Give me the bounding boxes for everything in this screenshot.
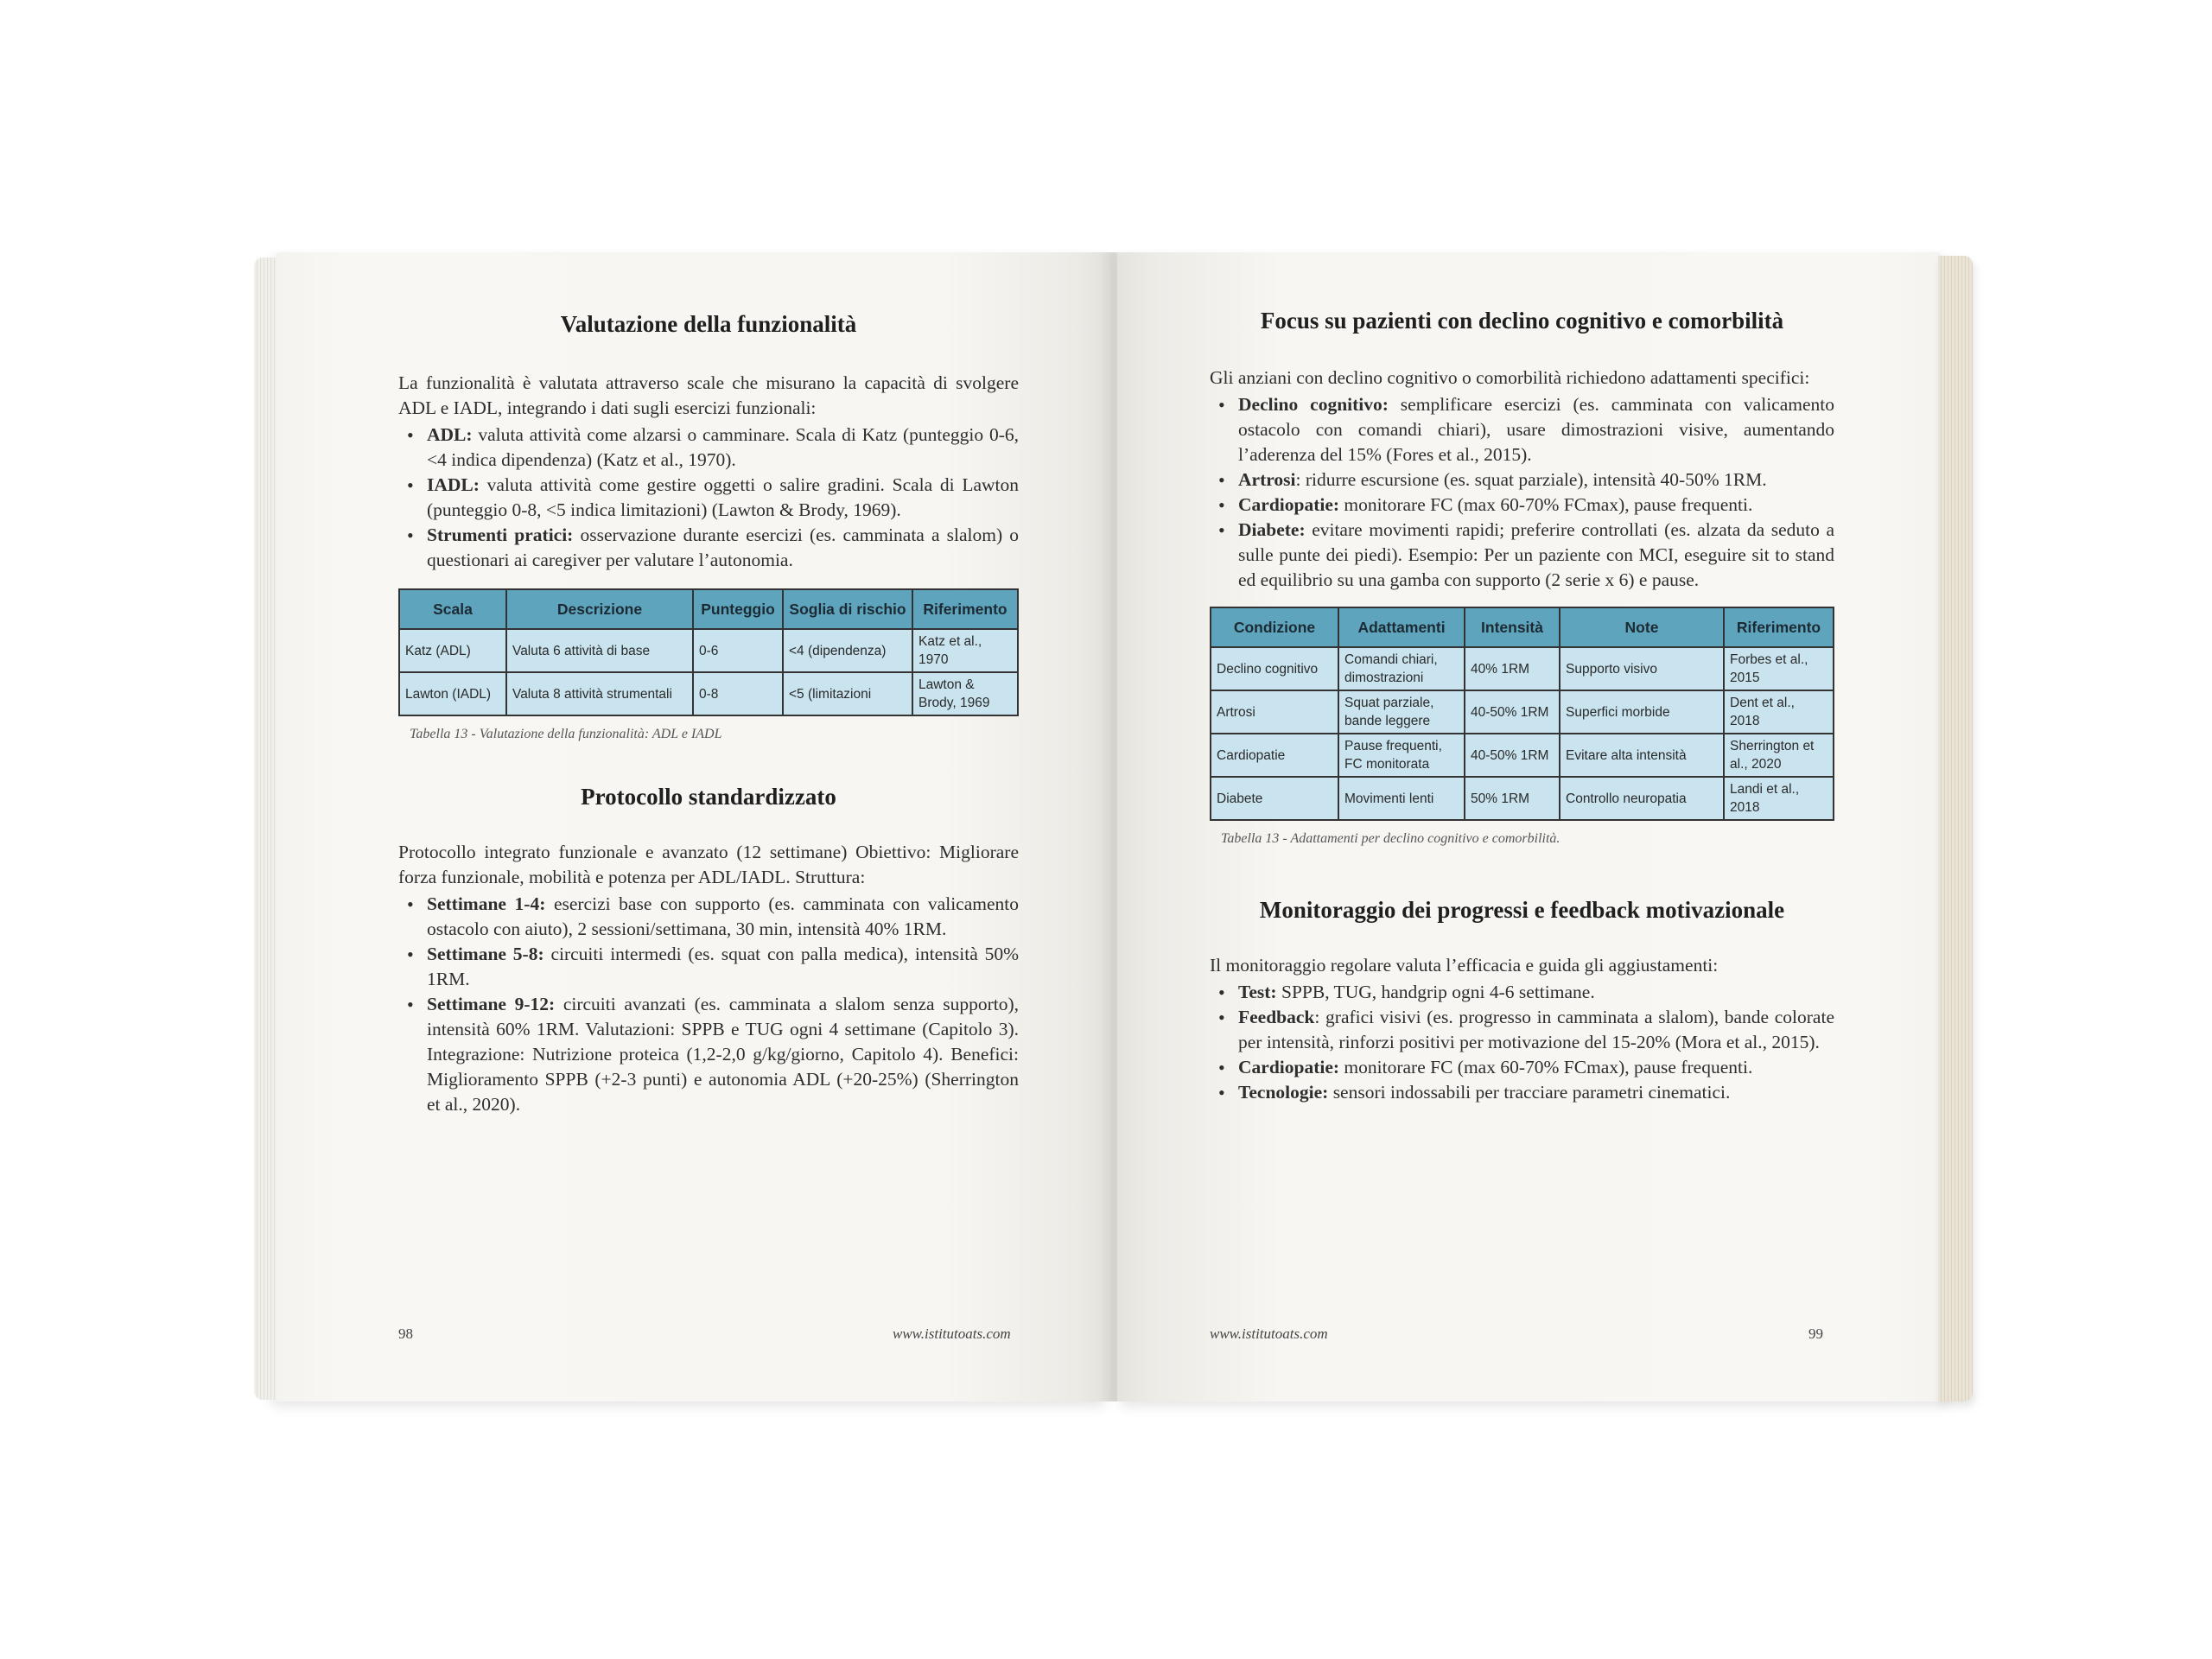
item-label: Settimane 1-4: — [427, 893, 546, 914]
table-header-cell: Riferimento — [1724, 607, 1834, 647]
item-text: esercizi base con supporto (es. camminata con valicamento ostacolo con aiuto), 2 sessioni/settimana, 30 min, intensità 40% 1RM. — [427, 893, 1019, 939]
table-cell: Diabete — [1211, 777, 1338, 820]
bullet-list — [398, 423, 1019, 573]
list-item — [398, 992, 1019, 1117]
list-item — [1210, 493, 1834, 518]
table-cell: Artrosi — [1211, 690, 1338, 734]
footer-url: www.istitutoats.com — [893, 1325, 1011, 1342]
section-title: Valutazione della funzionalità — [560, 311, 857, 337]
table-cell: Movimenti lenti — [1338, 777, 1465, 820]
table-cell: Katz (ADL) — [399, 629, 506, 672]
item-text: SPPB, TUG, handgrip ogni 4-6 settimane. — [1276, 982, 1595, 1002]
table-header-cell: Riferimento — [912, 589, 1018, 629]
item-label: IADL: — [427, 474, 480, 495]
right-page-edges — [1938, 256, 1973, 1402]
table-cell: Katz et al., 1970 — [912, 629, 1018, 672]
table-cell: Valuta 6 attività di base — [506, 629, 693, 672]
table-header-cell: Note — [1560, 607, 1724, 647]
list-item — [1210, 392, 1834, 467]
table-cell: Evitare alta intensità — [1560, 734, 1724, 777]
list-item — [398, 523, 1019, 573]
table-row — [399, 629, 1018, 672]
table-header-cell: Scala — [399, 589, 506, 629]
item-label: Cardiopatie: — [1238, 1057, 1340, 1077]
list-item — [1210, 1080, 1834, 1105]
item-label: Test: — [1238, 982, 1277, 1002]
footer-url: www.istitutoats.com — [1210, 1325, 1328, 1342]
table-cell: Supporto visivo — [1560, 647, 1724, 690]
table-cell: Cardiopatie — [1211, 734, 1338, 777]
table-header-row — [1211, 607, 1834, 647]
list-item — [1210, 1055, 1834, 1080]
list-item — [1210, 1005, 1834, 1055]
table-caption: Tabella 13 - Adattamenti per declino cognitivo e comorbilità. — [1221, 831, 1560, 846]
right-page-content — [1210, 308, 1834, 1105]
list-item — [398, 473, 1019, 523]
table-cell: Sherrington et al., 2020 — [1724, 734, 1834, 777]
table-cell: Landi et al., 2018 — [1724, 777, 1834, 820]
table-row — [399, 672, 1018, 715]
table-header-cell: Punteggio — [693, 589, 783, 629]
list-item — [398, 423, 1019, 473]
item-label: Artrosi — [1238, 469, 1296, 490]
table-row — [1211, 777, 1834, 820]
section-title: Focus su pazienti con declino cognitivo e comorbilità — [1260, 308, 1784, 334]
table-cell: 0-6 — [693, 629, 783, 672]
item-label: Strumenti pratici: — [427, 524, 574, 545]
table-header-cell: Intensità — [1465, 607, 1560, 647]
section-intro: Il monitoraggio regolare valuta l’efficacia e guida gli aggiustamenti: — [1210, 955, 1719, 976]
section-title: Monitoraggio dei progressi e feedback motivazionale — [1259, 897, 1785, 923]
table-row — [1211, 647, 1834, 690]
table-cell: Declino cognitivo — [1211, 647, 1338, 690]
table-cell: <4 (dipendenza) — [783, 629, 912, 672]
table-row — [1211, 734, 1834, 777]
left-page-content — [398, 311, 1019, 1117]
table-header-cell: Soglia di rischio — [783, 589, 912, 629]
item-label: Settimane 9-12: — [427, 994, 556, 1014]
page-number: 99 — [1808, 1325, 1823, 1342]
table-cell: Comandi chiari, dimostrazioni — [1338, 647, 1465, 690]
item-text: circuiti avanzati (es. camminata a slalom senza supporto), intensità 60% 1RM. Valutazioni: SPPB e TUG ogni 4 settimane (Capitolo 3). Integrazione: Nutrizione proteica (1,2-2,0 g/kg/giorno, Capitolo 4). Benefici: Miglioramento SPPB (+2-3 punti) e autonomia ADL (+20-25%) (Sherrington et al., 2020). — [427, 994, 1019, 1115]
bullet-list — [1210, 980, 1834, 1105]
table-cell: Lawton (IADL) — [399, 672, 506, 715]
table-cell: Dent et al., 2018 — [1724, 690, 1834, 734]
item-label: Settimane 5-8: — [427, 944, 544, 964]
page-number: 98 — [398, 1325, 413, 1342]
item-text: monitorare FC (max 60-70% FCmax), pause frequenti. — [1339, 1057, 1753, 1077]
item-text: semplificare esercizi (es. camminata con valicamento ostacolo con comandi chiari), usare dimostrazioni visive, aumentando l’aderenza del 15% (Fores et al., 2015). — [1238, 394, 1834, 465]
right-page — [1117, 252, 1942, 1402]
item-text: valuta attività come alzarsi o camminare. Scala di Katz (punteggio 0-6, <4 indica dipendenza) (Katz et al., 1970). — [427, 424, 1019, 470]
item-text: valuta attività come gestire oggetti o salire gradini. Scala di Lawton (punteggio 0-8, <5 indica limitazioni) (Lawton & Brody, 1969). — [427, 474, 1019, 520]
comorbidity-table — [1210, 607, 1834, 821]
left-page-edges — [254, 257, 276, 1400]
item-text: : ridurre escursione (es. squat parziale), intensità 40-50% 1RM. — [1295, 469, 1767, 490]
item-label: Diabete: — [1238, 519, 1306, 540]
table-cell: 50% 1RM — [1465, 777, 1560, 820]
item-label: ADL: — [427, 424, 473, 445]
item-text: osservazione durante esercizi (es. camminata a slalom) o questionari ai caregiver per valutare l’autonomia. — [427, 524, 1019, 570]
table-cell: Lawton & Brody, 1969 — [912, 672, 1018, 715]
item-label: Declino cognitivo: — [1238, 394, 1389, 415]
item-text: : grafici visivi (es. progresso in camminata a slalom), bande colorate per intensità, rinforzi positivi per motivazione del 15-20% (Mora et al., 2015). — [1238, 1007, 1834, 1052]
table-cell: Pause frequenti, FC monitorata — [1338, 734, 1465, 777]
table-cell: <5 (limitazioni — [783, 672, 912, 715]
table-header-cell: Descrizione — [506, 589, 693, 629]
item-label: Feedback — [1238, 1007, 1315, 1027]
list-item — [398, 942, 1019, 992]
section-intro: Gli anziani con declino cognitivo o comorbilità richiedono adattamenti specifici: — [1210, 367, 1810, 388]
item-text: evitare movimenti rapidi; preferire controllati (es. alzata da seduto a sulle punte dei piedi). Esempio: Per un paziente con MCI, eseguire sit to stand ed equilibrio su una gamba con supporto (2 serie x 6) e pause. — [1238, 519, 1834, 590]
item-label: Tecnologie: — [1238, 1082, 1329, 1103]
section-intro: La funzionalità è valutata attraverso scale che misurano la capacità di svolgere ADL e IADL, integrando i dati sugli esercizi funzionali: — [398, 372, 1019, 418]
list-item — [1210, 467, 1834, 493]
item-text: sensori indossabili per tracciare parametri cinematici. — [1328, 1082, 1731, 1103]
section-title: Protocollo standardizzato — [581, 784, 836, 810]
table-cell: Forbes et al., 2015 — [1724, 647, 1834, 690]
table-cell: 40% 1RM — [1465, 647, 1560, 690]
table-row — [1211, 690, 1834, 734]
bullet-list — [398, 892, 1019, 1117]
table-cell: Valuta 8 attività strumentali — [506, 672, 693, 715]
table-cell: 0-8 — [693, 672, 783, 715]
table-header-cell: Adattamenti — [1338, 607, 1465, 647]
table-cell: 40-50% 1RM — [1465, 690, 1560, 734]
item-label: Cardiopatie: — [1238, 494, 1340, 515]
bullet-list — [1210, 392, 1834, 593]
table-cell: Squat parziale, bande leggere — [1338, 690, 1465, 734]
functionality-table — [398, 588, 1019, 716]
table-header-row — [399, 589, 1018, 629]
table-cell: Controllo neuropatia — [1560, 777, 1724, 820]
list-item — [1210, 518, 1834, 593]
table-caption: Tabella 13 - Valutazione della funzionalità: ADL e IADL — [410, 727, 722, 741]
left-page — [275, 252, 1109, 1402]
table-cell: 40-50% 1RM — [1465, 734, 1560, 777]
section-intro: Protocollo integrato funzionale e avanzato (12 settimane) Obiettivo: Migliorare forza funzionale, mobilità e potenza per ADL/IADL. Struttura: — [398, 842, 1019, 887]
open-book — [275, 252, 1967, 1410]
item-text: monitorare FC (max 60-70% FCmax), pause frequenti. — [1339, 494, 1753, 515]
list-item — [1210, 980, 1834, 1005]
item-text: circuiti intermedi (es. squat con palla medica), intensità 50% 1RM. — [427, 944, 1019, 989]
table-cell: Superfici morbide — [1560, 690, 1724, 734]
list-item — [398, 892, 1019, 942]
table-header-cell: Condizione — [1211, 607, 1338, 647]
